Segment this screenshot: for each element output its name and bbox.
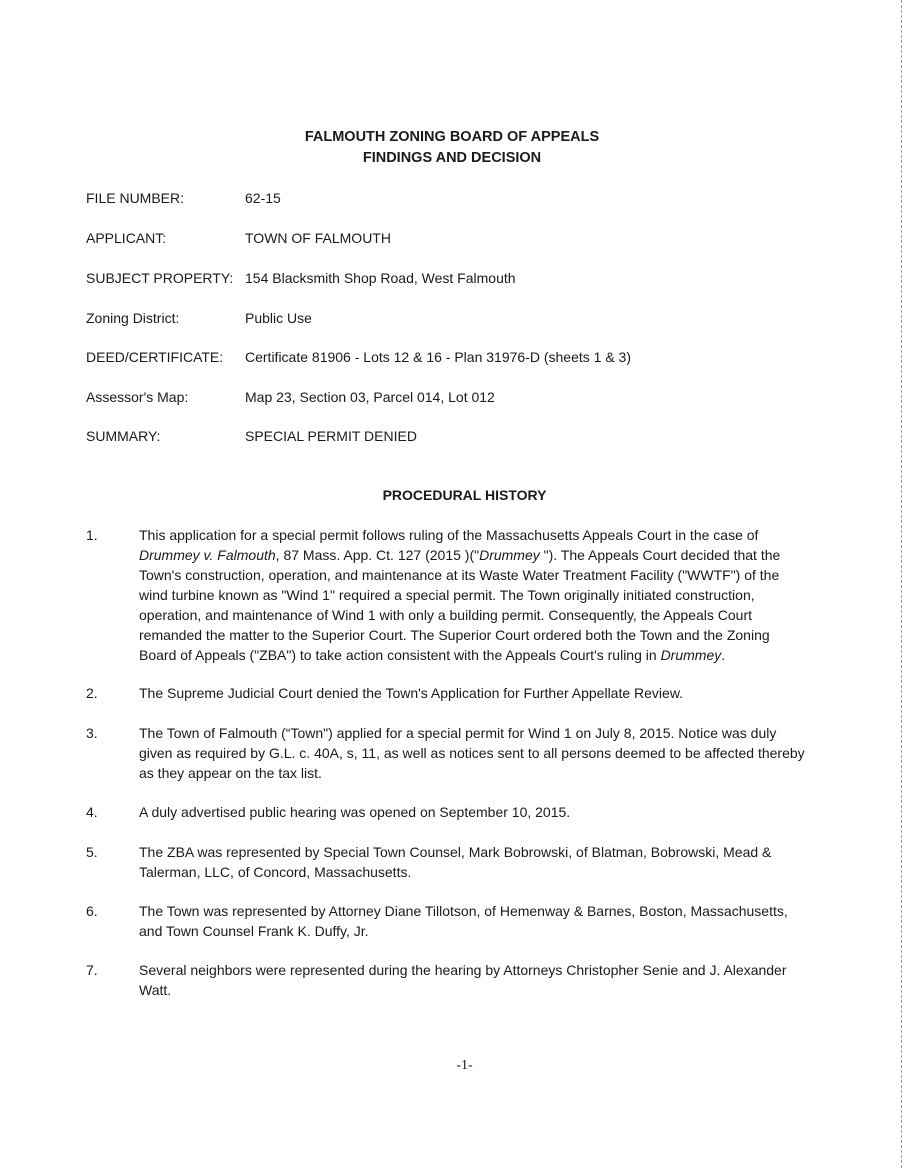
case-name-italic: Drummey — [660, 647, 722, 663]
field-label: DEED/CERTIFICATE: — [86, 349, 224, 365]
field-label: Zoning District: — [86, 310, 180, 326]
scan-edge — [901, 0, 902, 1169]
item-text — [139, 960, 844, 1000]
text-line: given as required by G.L. c. 40A, s, 11, as well as notices sent to all persons deemed to be affected thereby — [139, 745, 805, 761]
item-number: 1. — [86, 527, 98, 543]
text-line: Watt. — [139, 982, 172, 998]
field-value: Public Use — [245, 310, 312, 326]
page-number: -1- — [456, 1058, 473, 1073]
text-line — [139, 545, 844, 565]
item-text — [139, 901, 844, 941]
text-line: The Town of Falmouth (“Town") applied for a special permit for Wind 1 on July 8, 2015. Notice was duly — [139, 725, 777, 741]
text-line: A duly advertised public hearing was opened on September 10, 2015. — [139, 804, 571, 820]
text-line: The Supreme Judicial Court denied the Town's Application for Further Appellate Review. — [139, 685, 684, 701]
field-value: 154 Blacksmith Shop Road, West Falmouth — [245, 270, 516, 286]
field-value: 62-15 — [245, 190, 281, 206]
item-number: 3. — [86, 725, 98, 741]
text-line: The ZBA was represented by Special Town Counsel, Mark Bobrowski, of Blatman, Bobrowski, Mead & — [139, 844, 772, 860]
item-number: 4. — [86, 804, 98, 820]
item-text — [139, 683, 844, 703]
text-line: Town's construction, operation, and maintenance at its Waste Water Treatment Facility ("WWTF") of the — [139, 567, 780, 583]
item-text — [139, 723, 844, 783]
text-line: wind turbine known as "Wind 1" required a special permit. The Town originally initiated construction, — [139, 587, 755, 603]
case-name-italic: Drummey v. Falmouth — [139, 547, 276, 563]
text-segment: Board of Appeals ("ZBA") to take action consistent with the Appeals Court's ruling in — [139, 647, 661, 663]
field-label: SUMMARY: — [86, 428, 161, 444]
field-label: Assessor's Map: — [86, 389, 189, 405]
item-number: 2. — [86, 685, 98, 701]
section-heading: PROCEDURAL HISTORY — [382, 487, 547, 503]
text-line: as they appear on the tax list. — [139, 765, 322, 781]
case-name-italic: Drummey — [479, 547, 540, 563]
field-value: SPECIAL PERMIT DENIED — [245, 428, 417, 444]
text-line: This application for a special permit follows ruling of the Massachusetts Appeals Court in the case of — [139, 527, 759, 543]
item-text — [139, 525, 844, 665]
field-value: Certificate 81906 - Lots 12 & 16 - Plan 31976-D (sheets 1 & 3) — [245, 349, 631, 365]
item-number: 5. — [86, 844, 98, 860]
text-line: operation, and maintenance of Wind 1 with only a building permit. Consequently, the Appeals Court — [139, 607, 752, 623]
text-line: remanded the matter to the Superior Court. The Superior Court ordered both the Town and the Zoning — [139, 627, 770, 643]
text-line: Several neighbors were represented during the hearing by Attorneys Christopher Senie and J. Alexander — [139, 962, 787, 978]
item-text — [139, 802, 844, 822]
field-value: Map 23, Section 03, Parcel 014, Lot 012 — [245, 389, 495, 405]
item-number: 7. — [86, 962, 98, 978]
field-label: APPLICANT: — [86, 230, 167, 246]
field-value: TOWN OF FALMOUTH — [245, 230, 391, 246]
document-subtitle: FINDINGS AND DECISION — [362, 150, 542, 166]
text-segment: . — [721, 647, 726, 663]
item-number: 6. — [86, 903, 98, 919]
text-segment: "). The Appeals Court decided that the — [539, 547, 781, 563]
field-label: SUBJECT PROPERTY: — [86, 270, 234, 286]
text-line — [139, 645, 844, 665]
field-label: FILE NUMBER: — [86, 190, 185, 206]
document-title: FALMOUTH ZONING BOARD OF APPEALS — [304, 129, 600, 145]
text-line: and Town Counsel Frank K. Duffy, Jr. — [139, 923, 369, 939]
text-line: The Town was represented by Attorney Diane Tillotson, of Hemenway & Barnes, Boston, Massachusetts, — [139, 903, 788, 919]
text-line: Talerman, LLC, of Concord, Massachusetts. — [139, 864, 412, 880]
text-segment: , 87 Mass. App. Ct. 127 (2015 )(" — [275, 547, 480, 563]
item-text — [139, 842, 844, 882]
